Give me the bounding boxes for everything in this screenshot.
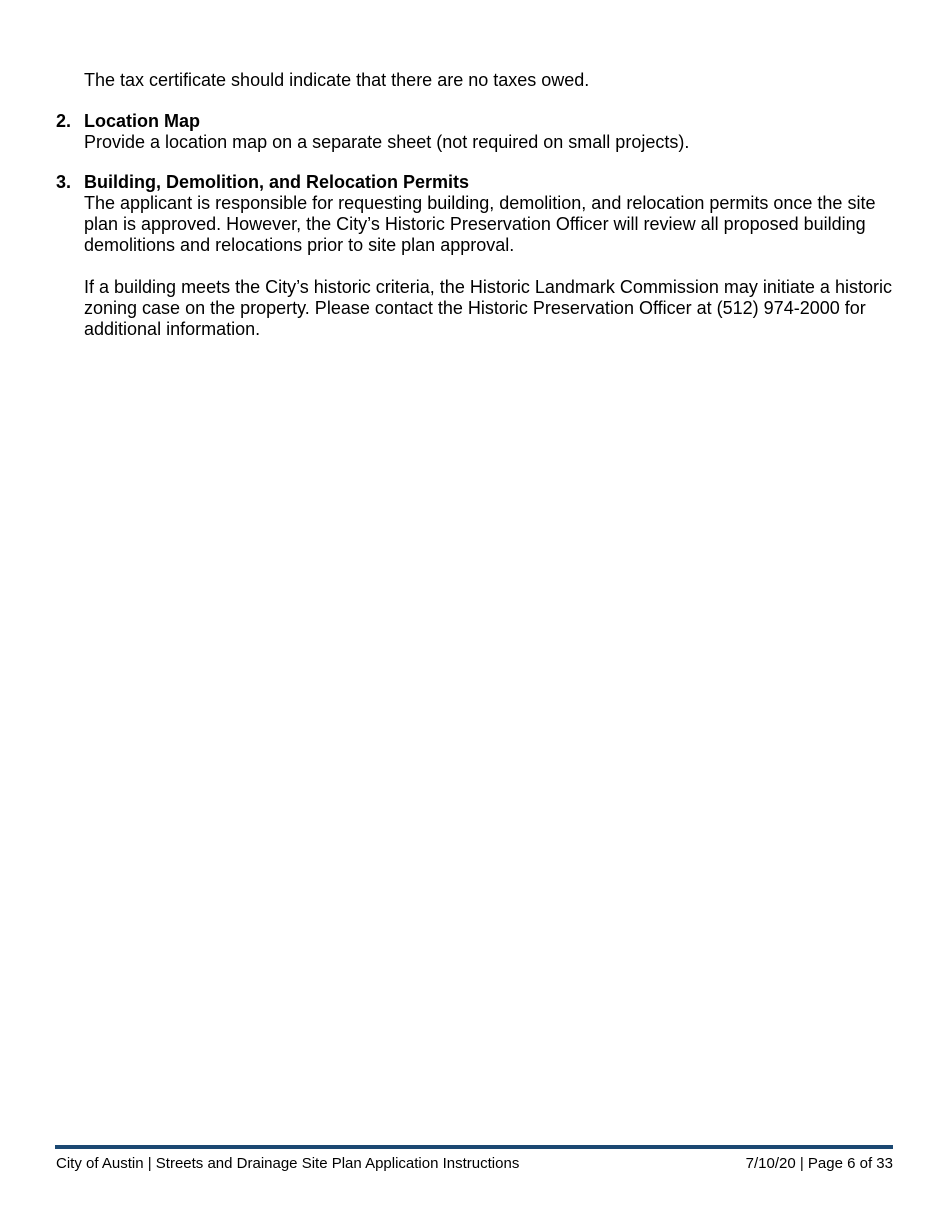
section-paragraph: The applicant is responsible for requesting building, demolition, and relocation permits once the site plan is approved. However, the City’s Historic Preservation Officer will review all proposed building demolitions and relocations prior to site plan approval. <box>84 193 876 255</box>
section-number: 2. <box>56 111 72 131</box>
footer-document-title: City of Austin | Streets and Drainage Site Plan Application Instructions <box>56 1155 520 1172</box>
section-number: 3. <box>56 172 72 192</box>
continued-paragraph: The tax certificate should indicate that there are no taxes owed. <box>84 70 590 90</box>
section-paragraph: Provide a location map on a separate sheet (not required on small projects). <box>84 132 690 152</box>
section-heading: Location Map <box>84 111 200 131</box>
footer-page-info: 7/10/20 | Page 6 of 33 <box>745 1155 893 1172</box>
section-paragraph: If a building meets the City’s historic criteria, the Historic Landmark Commission may initiate a historic zoning case on the property. Please contact the Historic Preservation Officer at (512) 974-2000 for additional information. <box>84 277 892 339</box>
section-location-map <box>56 111 906 153</box>
footer-divider <box>55 1145 893 1149</box>
section-heading: Building, Demolition, and Relocation Permits <box>84 172 470 192</box>
section-permits <box>56 172 906 340</box>
